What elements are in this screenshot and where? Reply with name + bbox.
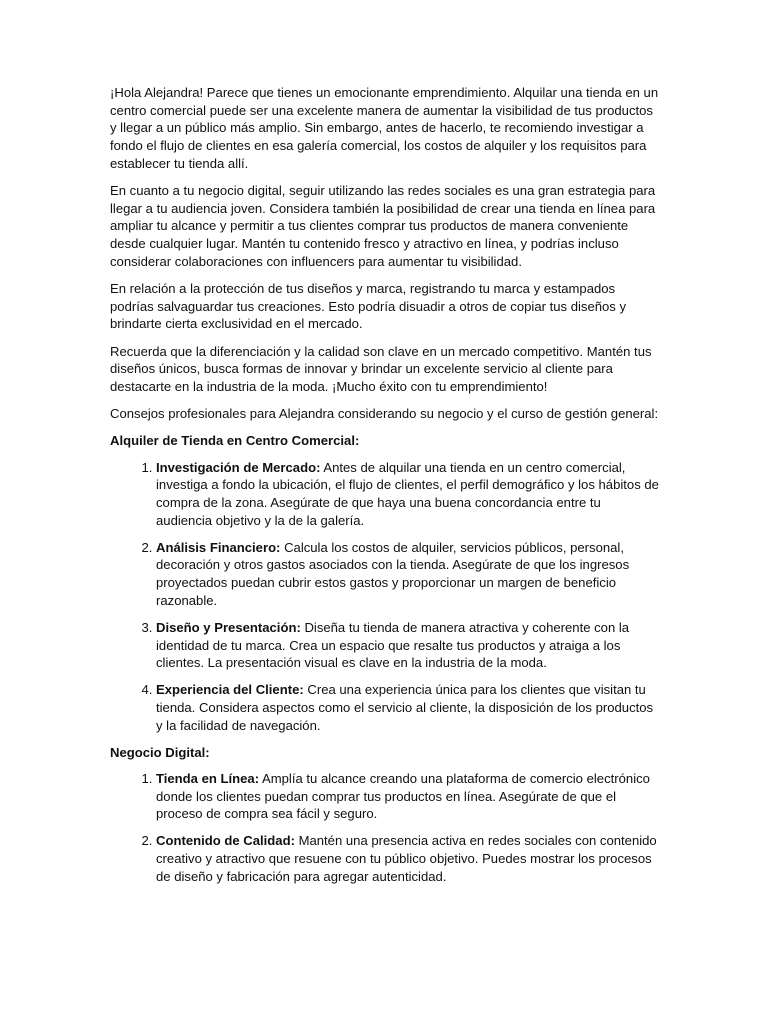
- store-rental-list: [110, 459, 660, 735]
- section-heading-digital-business: Negocio Digital:: [110, 744, 210, 760]
- list-item-text: Calcula los costos de alquiler, servicios públicos, personal, decoración y otros gastos asociados con la tienda. Asegúrate de que los ingresos proyectados puedan cubrir estos gastos y proporcionar un margen de beneficio razonable.: [156, 539, 630, 608]
- list-item-term: Tienda en Línea:: [156, 770, 260, 786]
- list-item-term: Análisis Financiero:: [156, 539, 281, 555]
- list-item: [156, 619, 660, 672]
- list-item-term: Contenido de Calidad:: [156, 833, 295, 849]
- paragraph-differentiation: Recuerda que la diferenciación y la calidad son clave en un mercado competitivo. Mantén tus diseños únicos, busca formas de innovar y brindar un excelente servicio al cliente para destacarte en la industria de la moda. ¡Mucho éxito con tu emprendimiento!: [110, 343, 652, 395]
- paragraph-digital-business: En cuanto a tu negocio digital, seguir utilizando las redes sociales es una gran estrategia para llegar a tu audiencia joven. Considera también la posibilidad de crear una tienda en línea para ampliar tu alcance y permitir a tus clientes comprar tus productos de manera conveniente desde cualquier lugar. Mantén tu contenido fresco y atractivo en línea, y podrías incluso considerar colaboraciones con influencers para aumentar tu visibilidad.: [110, 183, 656, 269]
- section-heading-store-rental: Alquiler de Tienda en Centro Comercial:: [110, 433, 360, 449]
- list-item-text: Antes de alquilar una tienda en un centro comercial, investiga a fondo la ubicación, el flujo de clientes, el perfil demográfico y los hábitos de compra de la zona. Asegúrate de que haya una buena concordancia entre tu audiencia objetivo y la de la galería.: [156, 459, 659, 528]
- list-item: [156, 681, 660, 734]
- paragraph-brand-protection: En relación a la protección de tus diseños y marca, registrando tu marca y estampados podrías salvaguardar tus creaciones. Esto podría disuadir a otros de copiar tus diseños y brindarte cierta exclusividad en el mercado.: [110, 281, 627, 332]
- list-item-term: Experiencia del Cliente:: [156, 682, 304, 698]
- digital-business-list: [110, 770, 660, 886]
- list-item: [156, 832, 660, 885]
- paragraph-greeting: ¡Hola Alejandra! Parece que tienes un emocionante emprendimiento. Alquilar una tienda en un centro comercial puede ser una excelente manera de aumentar la visibilidad de tus productos y llegar a un público más amplio. Sin embargo, antes de hacerlo, te recomiendo investigar a fondo el flujo de clientes en esa galería comercial, los costos de alquiler y los requisitos para establecer tu tienda allí.: [110, 85, 659, 171]
- paragraph-advice-intro: Consejos profesionales para Alejandra considerando su negocio y el curso de gestión general:: [110, 406, 659, 422]
- list-item: [156, 539, 660, 610]
- list-item-text: Crea una experiencia única para los clientes que visitan tu tienda. Considera aspectos como el servicio al cliente, la disposición de los productos y la facilidad de navegación.: [156, 682, 654, 733]
- list-item: [156, 770, 660, 823]
- list-item-text: Amplía tu alcance creando una plataforma de comercio electrónico donde los clientes puedan comprar tus productos en línea. Asegúrate de que el proceso de compra sea fácil y seguro.: [156, 770, 650, 822]
- list-item-term: Investigación de Mercado:: [156, 459, 321, 475]
- list-item-text: Diseña tu tienda de manera atractiva y coherente con la identidad de tu marca. Crea un espacio que resalte tus productos y atraiga a los clientes. La presentación visual es clave en la industria de la moda.: [156, 619, 630, 671]
- document-page: [110, 84, 660, 895]
- list-item-term: Diseño y Presentación:: [156, 619, 301, 635]
- list-item: [156, 459, 660, 530]
- list-item-text: Mantén una presencia activa en redes sociales con contenido creativo y atractivo que resuene con tu público objetivo. Puedes mostrar los procesos de diseño y fabricación para agregar autenticidad.: [156, 833, 657, 884]
